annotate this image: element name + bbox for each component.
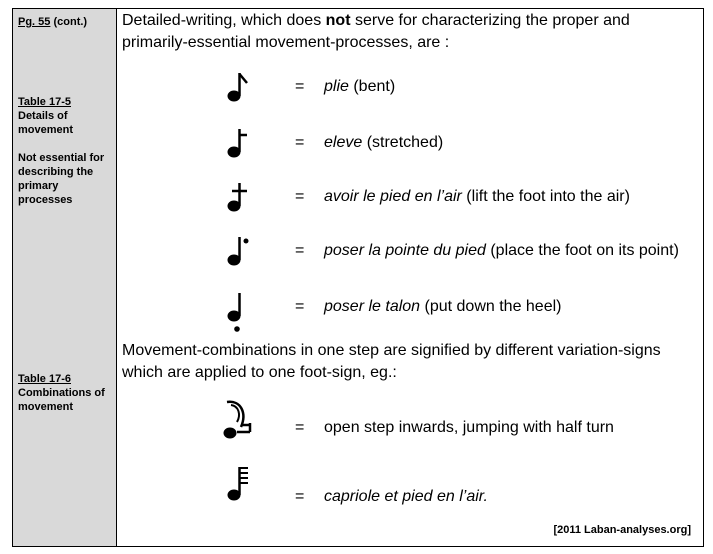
open-step-jump-half-turn-sign-icon [217, 395, 261, 445]
equals-sign: = [295, 134, 305, 151]
term-italic: eleve [324, 134, 363, 151]
term-translation: (put down the heel) [420, 298, 562, 315]
intro-bold: not [325, 12, 351, 29]
page-cont: (cont.) [53, 16, 88, 28]
detail-description [324, 78, 395, 96]
combo-intro-paragraph: Movement-combinations in one step are signified by different variation-signs which are applied to one foot-sign, eg.: [122, 342, 661, 381]
combo-row-open-step [117, 395, 697, 445]
credit-line: [2011 Laban-analyses.org] [553, 524, 691, 536]
term-translation: (bent) [348, 78, 396, 95]
plie-sign-icon [217, 69, 261, 119]
table-17-5-note: Not essential for describing the primary processes [18, 152, 105, 206]
detail-description [324, 242, 679, 260]
table-17-5-title: Table 17-5 [18, 96, 71, 108]
detail-row-pointe [117, 233, 697, 283]
table-17-5-heading [18, 95, 108, 207]
sidebar [13, 9, 117, 546]
term-italic: poser le talon [324, 298, 421, 315]
detail-row-avoir [117, 179, 697, 229]
main-content [117, 9, 703, 546]
table-17-6-heading [18, 372, 114, 414]
detail-description [324, 134, 443, 152]
intro-text-2: serve for characterizing the proper and primarily-essential movement-processes, are : [122, 12, 630, 51]
table-17-6-title: Table 17-6 [18, 373, 71, 385]
combo-description [324, 488, 488, 506]
detail-description [324, 298, 561, 316]
term-translation: open step inwards, jumping with half turn [324, 419, 614, 436]
detail-row-eleve [117, 125, 697, 175]
term-italic: avoir le pied en l’air [324, 188, 462, 205]
equals-sign: = [295, 298, 305, 315]
table-17-6-subtitle: Combinations of movement [18, 387, 105, 413]
equals-sign: = [295, 188, 305, 205]
detail-row-talon [117, 289, 697, 339]
equals-sign: = [295, 419, 305, 436]
avoir-pied-en-air-sign-icon [217, 179, 261, 229]
term-italic: poser la pointe du pied [324, 242, 486, 259]
term-italic: plie [324, 78, 349, 95]
intro-text-1: Detailed-writing, which does [122, 12, 326, 29]
combo-row-capriole [117, 464, 697, 514]
term-translation: (place the foot on its point) [485, 242, 679, 259]
equals-sign: = [295, 488, 305, 505]
eleve-sign-icon [217, 125, 261, 175]
table-17-5-subtitle: Details of movement [18, 110, 74, 136]
equals-sign: = [295, 78, 305, 95]
page-link[interactable]: Pg. 55 [18, 16, 51, 28]
capriole-sign-icon [217, 464, 261, 514]
detail-row-plie [117, 69, 697, 119]
document-frame [12, 8, 704, 547]
poser-pointe-sign-icon [217, 233, 261, 283]
equals-sign: = [295, 242, 305, 259]
term-translation: (lift the foot into the air) [461, 188, 630, 205]
combo-description [324, 419, 614, 437]
term-translation: (stretched) [362, 134, 444, 151]
intro-paragraph [122, 10, 692, 54]
term-italic: capriole et pied en l’air. [324, 488, 488, 505]
detail-description [324, 188, 630, 206]
page-reference [18, 15, 87, 29]
poser-talon-sign-icon [217, 289, 261, 339]
